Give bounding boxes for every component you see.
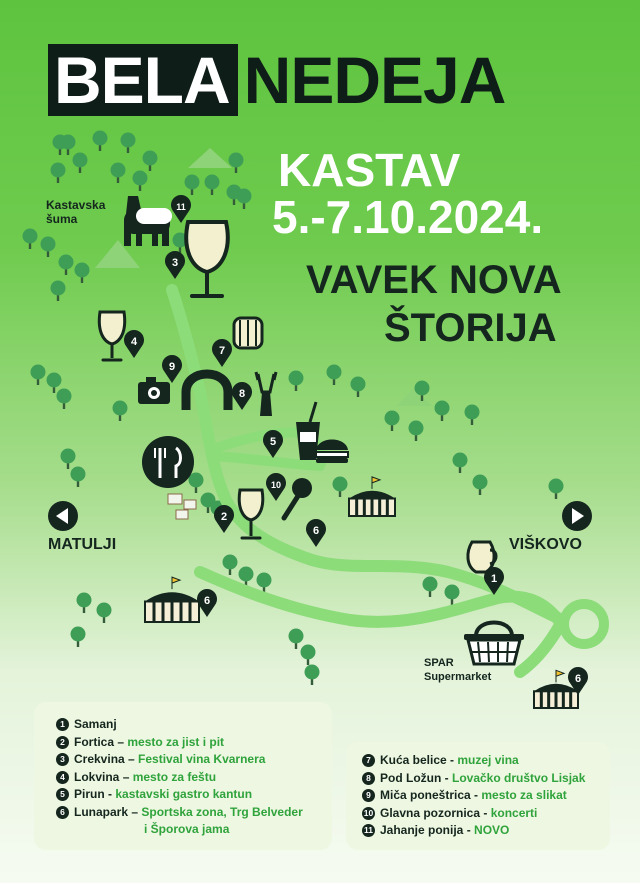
tree-icon [93,131,108,152]
tree-icon [133,171,148,192]
drink-burger-icon [296,402,348,463]
barrel-icon [234,318,262,348]
tree-icon [289,629,304,650]
location-marker-10[interactable] [266,473,286,501]
east-direction-label: VIŠKOVO [509,536,582,553]
legend-item-body [74,804,303,839]
legend-number-badge: 11 [364,825,373,835]
legend-location-name: Kuća belice [380,753,447,767]
camera-icon [138,377,170,404]
arrow-left-icon[interactable] [48,501,78,531]
legend-number-badge: 9 [362,789,375,802]
tree-icon [185,175,200,196]
tree-icon [113,401,128,422]
legend-item-body [380,787,567,805]
legend-number-badge: 5 [56,788,69,801]
legend-number-badge: 4 [56,771,69,784]
legend-number-badge: 10 [363,807,374,818]
tree-icon [229,153,244,174]
supermarket-label-line1: SPAR [424,657,454,669]
legend-separator: - [441,770,452,785]
supermarket-label [424,656,491,684]
circus-tent-icon [349,477,395,516]
tree-icon [223,555,238,576]
legend-description: Festival vina Kvarnera [138,752,266,766]
legend-right-list [346,742,610,840]
arrow-right-icon[interactable] [562,501,592,531]
location-marker-8[interactable] [232,382,252,410]
tree-icon [289,371,304,392]
legend-item-body [380,770,585,788]
legend-item-4 [56,769,332,787]
location-marker-7[interactable] [212,339,232,367]
wine-glass-small-icon [99,312,124,360]
legend-description: Lovačko društvo Lisjak [452,770,586,785]
legend-separator: – [119,769,133,784]
tree-icon [59,255,74,276]
legend-location-name: Crekvina [74,752,125,766]
legend-location-name: Pirun [74,787,105,801]
tree-icon [549,479,564,500]
legend-item-body [74,751,265,769]
logo-nedeja: NEDEJA [243,43,506,117]
legend-item-body [74,734,224,752]
marker-number: 8 [238,388,246,400]
tree-icon [465,405,480,426]
west-direction-label: MATULJI [48,536,117,553]
marker-number: 5 [269,436,277,448]
slogan-line-1: VAVEK NOVA [306,258,562,302]
city-name: KASTAV [278,144,461,196]
legend-number-badge: 3 [56,753,69,766]
legend-location-name: Samanj [74,717,117,731]
tree-icon [75,263,90,284]
tree-icon [409,421,424,442]
legend-number-badge: 7 [362,754,375,767]
tree-icon [57,389,72,410]
marker-number: 6 [574,673,582,685]
tree-icon [143,151,158,172]
slogan-line-2: ŠTORIJA [384,306,557,350]
legend-item-2 [56,734,332,752]
tree-icon [189,473,204,494]
legend-location-name: Lokvina [74,769,120,784]
location-marker-9[interactable] [162,355,182,383]
location-marker-11[interactable] [171,195,191,223]
legend-separator: – [124,752,139,766]
legend-right [346,742,610,850]
location-marker-3[interactable] [165,251,185,279]
tree-icon [41,237,56,258]
tree-icon [53,135,68,156]
festival-logo [48,44,505,116]
legend-number-badge: 2 [56,736,69,749]
legend-left-list [34,702,332,839]
forest-label: Kastavska šuma [46,198,106,226]
legend-item-10 [362,805,610,823]
legend-item-3 [56,751,332,769]
tree-icon [227,185,242,206]
pony-icon [124,196,172,246]
legend-location-name: Miča poneštrica [380,788,471,802]
marker-number: 4 [130,336,138,348]
tree-icon [351,377,366,398]
marker-number: 1 [490,573,498,585]
legend-description: Sportska zona, Trg Belveder [141,804,303,819]
tree-icon [305,665,320,686]
legend-item-11 [362,822,610,840]
tree-icon [97,603,112,624]
legend-separator: – [114,734,128,749]
tree-icon [473,475,488,496]
marker-number: 10 [270,480,282,490]
tree-icon [71,627,86,648]
legend-description: mesto za feštu [132,769,217,784]
legend-description: mesto za slikat [481,788,567,802]
tree-icon [333,477,348,498]
tree-icon [435,401,450,422]
supermarket-label-line2: Supermarket [424,671,492,683]
tree-icon [31,365,46,386]
tree-icon [77,593,92,614]
location-marker-5[interactable] [263,430,283,458]
legend-item-body [74,769,216,787]
legend-description: kastavski gastro kantun [115,787,253,801]
tree-icon [71,467,86,488]
legend-item-body [380,752,519,770]
legend-description-line-2: i Šporova jama [144,822,230,836]
location-marker-4[interactable] [124,330,144,358]
tree-icon [205,175,220,196]
tree-icon [423,577,438,598]
legend-separator: - [446,753,458,767]
marker-number: 7 [218,345,226,357]
legend-item-7 [362,752,610,770]
legend-item-9 [362,787,610,805]
marker-number: 6 [203,595,211,607]
legend-item-8 [362,770,610,788]
legend-item-1 [56,716,332,734]
event-dates: 5.-7.10.2024. [272,191,544,243]
legend-number-badge: 1 [56,718,69,731]
legend-separator: - [470,788,482,802]
legend-separator: - [480,805,491,820]
legend-separator: - [463,823,475,837]
tree-icon [385,411,400,432]
logo-bela: BELA [48,44,238,116]
village-houses [168,494,196,519]
tree-icon [445,585,460,606]
tree-icon [111,163,126,184]
marker-number: 3 [171,257,179,269]
circus-tent-icon [145,577,199,622]
marker-number: 9 [168,361,176,373]
legend-item-body [74,786,252,804]
legend-description: muzej vina [457,753,519,767]
wine-glass-icon [186,222,228,296]
marker-number: 11 [176,202,186,212]
restaurant-icon [142,436,194,488]
legend-number-badge: 8 [362,772,375,785]
legend-item-body [380,822,509,840]
legend-item-6 [56,804,332,839]
microphone-icon [284,478,312,518]
legend-location-name: Glavna pozornica [380,805,481,820]
location-marker-2[interactable] [214,505,234,533]
legend-description: mesto za jist i pit [127,734,225,749]
tree-icon [51,163,66,184]
legend-left [34,702,332,850]
legend-separator: - [104,787,116,801]
tree-icon [51,281,66,302]
tree-icon [121,133,136,154]
tree-icon [453,453,468,474]
tree-icon [327,365,342,386]
legend-location-name: Lunapark [74,804,129,819]
legend-description: NOVO [474,823,510,837]
location-marker-6[interactable] [306,519,326,547]
legend-description: koncerti [490,805,538,820]
legend-location-name: Fortica [74,734,115,749]
tree-icon [61,449,76,470]
tree-icon [47,373,62,394]
marker-number: 2 [220,511,228,523]
legend-item-body [380,805,537,823]
legend-item-body [74,716,117,734]
legend-number-badge: 6 [56,806,69,819]
legend-location-name: Pod Ložun [380,770,442,785]
tree-icon [301,645,316,666]
tree-icon [23,229,38,250]
legend-item-5 [56,786,332,804]
marker-number: 6 [312,525,320,537]
tree-icon [73,153,88,174]
legend-location-name: Jahanje ponija [380,823,464,837]
deer-icon [256,372,276,416]
legend-separator: – [128,804,142,819]
